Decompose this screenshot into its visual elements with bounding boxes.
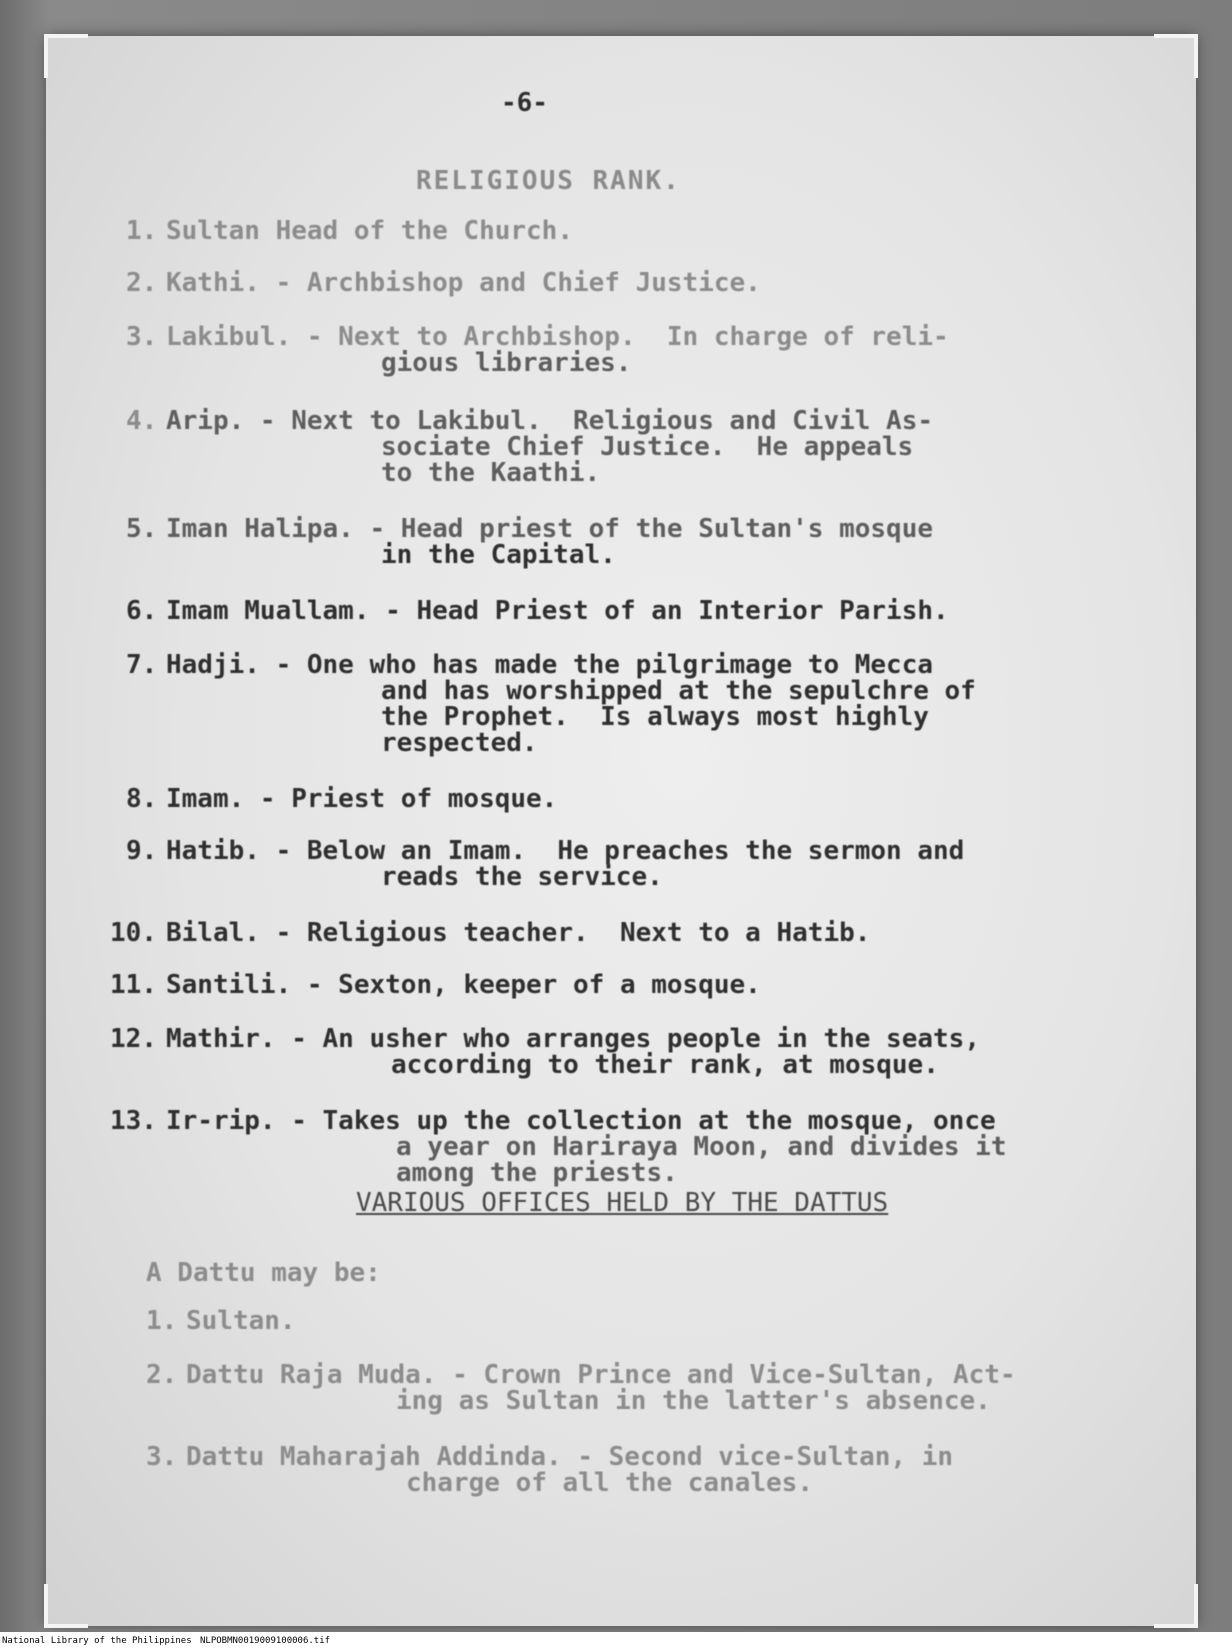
section-heading-religious-rank: RELIGIOUS RANK. — [416, 166, 681, 196]
office-line: ing as Sultan in the latter's absence. — [396, 1386, 991, 1416]
corner-bracket — [1154, 34, 1198, 78]
rank-line: Ir-rip. - Takes up the collection at the mosque, once — [166, 1106, 996, 1136]
rank-line: in the Capital. — [381, 540, 616, 570]
rank-line: Imam. - Priest of mosque. — [166, 784, 558, 814]
rank-line: Bilal. - Religious teacher. Next to a Hatib. — [166, 918, 871, 948]
rank-number: 4. — [126, 406, 158, 436]
rank-line: Arip. - Next to Lakibul. Religious and Civil As- — [166, 406, 934, 436]
office-line: Dattu Maharajah Addinda. - Second vice-Sultan, in — [186, 1442, 954, 1472]
document-page — [46, 36, 1196, 1626]
footer-file: NLPOBMN0019009100006.tif — [200, 1636, 331, 1646]
intro-text: A Dattu may be: — [146, 1258, 381, 1288]
rank-line: sociate Chief Justice. He appeals — [381, 432, 914, 462]
rank-line: among the priests. — [396, 1158, 678, 1188]
corner-bracket — [1154, 1584, 1198, 1628]
rank-number: 10. — [110, 918, 157, 948]
office-number: 3. — [146, 1442, 178, 1472]
scan-footer — [0, 1632, 1232, 1650]
rank-number: 8. — [126, 784, 158, 814]
office-line: Dattu Raja Muda. - Crown Prince and Vice-Sultan, Act- — [186, 1360, 1016, 1390]
rank-line: Kathi. - Archbishop and Chief Justice. — [166, 268, 761, 298]
rank-number: 6. — [126, 596, 158, 626]
section-heading-dattu-offices: VARIOUS OFFICES HELD BY THE DATTUS — [356, 1188, 889, 1218]
rank-line: Lakibul. - Next to Archbishop. In charge of reli- — [166, 322, 949, 352]
rank-number: 7. — [126, 650, 158, 680]
rank-number: 2. — [126, 268, 158, 298]
rank-number: 9. — [126, 836, 158, 866]
rank-line: Hatib. - Below an Imam. He preaches the sermon and — [166, 836, 965, 866]
office-line: Sultan. — [186, 1306, 296, 1336]
rank-line: Mathir. - An usher who arranges people in the seats, — [166, 1024, 980, 1054]
rank-line: gious libraries. — [381, 348, 632, 378]
rank-line: Santili. - Sexton, keeper of a mosque. — [166, 970, 761, 1000]
corner-bracket — [44, 34, 88, 78]
rank-line: Sultan Head of the Church. — [166, 216, 573, 246]
rank-number: 13. — [110, 1106, 157, 1136]
rank-line: and has worshipped at the sepulchre of — [381, 676, 976, 706]
rank-number: 5. — [126, 514, 158, 544]
office-number: 2. — [146, 1360, 178, 1390]
corner-bracket — [44, 1584, 88, 1628]
rank-number: 1. — [126, 216, 158, 246]
rank-line: according to their rank, at mosque. — [391, 1050, 939, 1080]
rank-line: Hadji. - One who has made the pilgrimage to Mecca — [166, 650, 934, 680]
page-number: -6- — [501, 88, 548, 118]
rank-line: Iman Halipa. - Head priest of the Sultan's mosque — [166, 514, 934, 544]
office-line: charge of all the canales. — [406, 1468, 813, 1498]
rank-line: the Prophet. Is always most highly — [381, 702, 929, 732]
rank-number: 12. — [110, 1024, 157, 1054]
rank-line: respected. — [381, 728, 538, 758]
rank-number: 3. — [126, 322, 158, 352]
footer-library: National Library of the Philippines — [2, 1636, 192, 1646]
rank-line: to the Kaathi. — [381, 458, 601, 488]
rank-number: 11. — [110, 970, 157, 1000]
rank-line: Imam Muallam. - Head Priest of an Interior Parish. — [166, 596, 949, 626]
rank-line: reads the service. — [381, 862, 663, 892]
office-number: 1. — [146, 1306, 178, 1336]
rank-line: a year on Hariraya Moon, and divides it — [396, 1132, 1007, 1162]
